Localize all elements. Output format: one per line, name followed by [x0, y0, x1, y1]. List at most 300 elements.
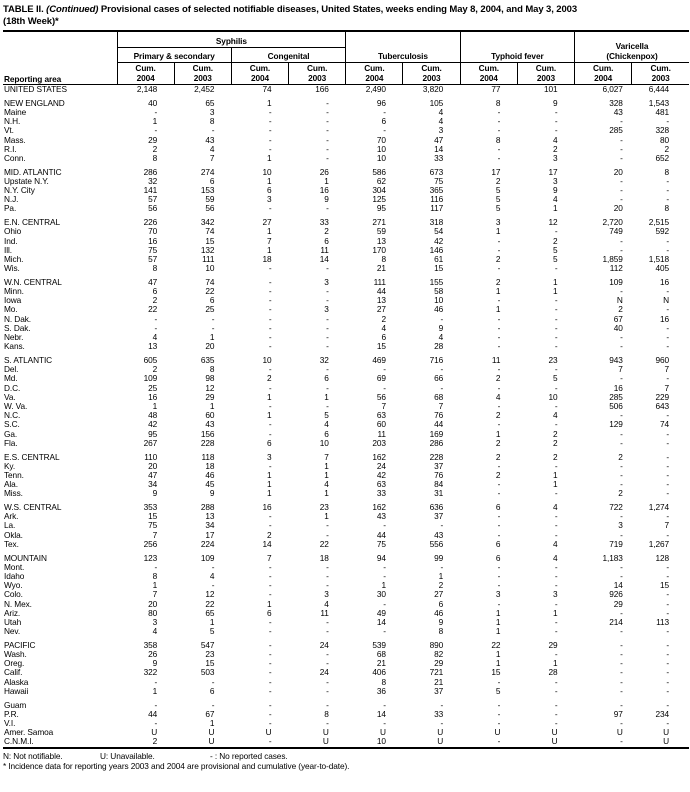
value-cell: 1 [267, 391, 272, 402]
value-cell: U [208, 736, 215, 747]
value-cell: - [666, 561, 669, 572]
value-cell: U [663, 736, 669, 747]
value-cell: 1 [553, 469, 558, 480]
value-cell: 5 [324, 410, 329, 421]
value-cell: 13 [376, 295, 386, 306]
value-cell: 1 [267, 488, 272, 499]
state-row [3, 186, 689, 195]
value-cell: 539 [372, 639, 386, 650]
value-cell: - [620, 185, 623, 196]
value-cell: 10 [262, 166, 272, 177]
value-cell: 3,820 [422, 84, 444, 94]
value-cell: 8 [209, 116, 215, 127]
value-cell: 4 [152, 332, 158, 343]
value-cell: 15 [491, 667, 501, 678]
value-cell: 15 [376, 341, 386, 352]
legend-no-cases: - : No reported cases. [210, 750, 288, 761]
value-cell: - [326, 152, 329, 163]
value-cell: 7 [209, 152, 215, 163]
reporting-area-cell: Ohio [4, 226, 22, 237]
table-body [3, 85, 689, 748]
value-cell: - [554, 598, 558, 609]
value-cell: 6 [152, 286, 158, 297]
value-cell: 3 [324, 589, 329, 600]
value-cell: - [554, 520, 558, 531]
value-cell: 11 [320, 244, 329, 255]
value-cell: - [666, 428, 669, 439]
value-cell: 2,720 [602, 217, 623, 228]
value-cell: - [620, 676, 623, 687]
value-cell: 117 [430, 203, 444, 214]
value-cell: 170 [372, 244, 386, 255]
value-cell: - [497, 364, 501, 375]
value-cell: - [326, 332, 329, 343]
value-cell: - [326, 97, 329, 108]
value-cell: - [497, 699, 501, 710]
value-cell: - [268, 580, 272, 591]
value-cell: 16 [659, 276, 669, 287]
value-cell: - [326, 116, 329, 127]
reporting-area-cell: W.N. CENTRAL [4, 276, 62, 287]
value-cell: 229 [655, 391, 669, 402]
reporting-area-cell: Tex. [4, 538, 19, 549]
value-cell: 34 [148, 479, 158, 490]
value-cell: - [666, 529, 669, 540]
value-cell: - [383, 598, 386, 609]
reporting-area-cell: Wash. [4, 649, 27, 660]
value-cell: - [268, 570, 272, 581]
value-cell: - [268, 143, 272, 154]
value-cell: - [268, 639, 272, 650]
value-cell: - [383, 125, 386, 136]
value-cell: 15 [148, 511, 158, 522]
value-cell: 11 [491, 354, 501, 365]
value-cell: 14 [376, 708, 386, 719]
value-cell: - [497, 116, 501, 127]
value-cell: - [554, 295, 558, 306]
value-cell: 95 [376, 203, 386, 214]
value-cell: 4 [553, 410, 558, 421]
reporting-area-cell: Nebr. [4, 332, 24, 343]
value-cell: - [620, 469, 623, 480]
value-cell: 256 [143, 538, 158, 549]
value-cell: - [620, 194, 623, 205]
value-cell: - [554, 529, 558, 540]
value-cell: 57 [148, 253, 158, 264]
value-cell: 37 [434, 685, 444, 696]
value-cell: 2 [152, 736, 158, 747]
value-cell: - [326, 382, 329, 393]
value-cell: 6 [381, 332, 386, 343]
reporting-area-cell: Calif. [4, 667, 23, 678]
primary-secondary-header: Primary & secondary [117, 48, 231, 63]
reporting-area-cell: Vt. [4, 125, 14, 136]
state-row [3, 678, 689, 687]
reporting-area-cell: Mont. [4, 561, 25, 572]
value-cell: 96 [376, 97, 386, 108]
value-cell: - [211, 313, 215, 324]
value-cell: - [383, 364, 386, 375]
value-cell: - [554, 419, 558, 430]
value-cell: - [268, 685, 272, 696]
value-cell: 4 [553, 194, 558, 205]
value-cell: - [620, 649, 623, 660]
value-cell: 1 [495, 286, 501, 297]
value-cell: - [497, 460, 501, 471]
value-cell: - [326, 286, 329, 297]
value-cell: - [326, 401, 329, 411]
value-cell: 2 [495, 373, 501, 384]
value-cell: 1 [324, 391, 329, 402]
syphilis-group-header: Syphilis [117, 31, 346, 48]
region-total-row [3, 503, 689, 512]
value-cell: - [268, 134, 272, 145]
reporting-area-cell: MOUNTAIN [4, 552, 47, 563]
reporting-area-cell: N.Y. City [4, 185, 35, 196]
value-cell: - [497, 718, 501, 728]
value-cell: 2,515 [648, 217, 669, 228]
reporting-area-cell: S. ATLANTIC [4, 354, 53, 365]
value-cell: - [497, 419, 501, 430]
value-cell: - [620, 736, 623, 747]
reporting-area-cell: Ariz. [4, 607, 21, 618]
value-cell: 118 [201, 451, 215, 462]
value-cell: 18 [205, 460, 215, 471]
state-row [3, 430, 689, 439]
value-cell: 2 [553, 451, 558, 462]
value-cell: 1 [495, 649, 501, 660]
value-cell: 1 [209, 401, 215, 411]
value-cell: 9 [438, 616, 444, 627]
value-cell: - [666, 488, 669, 499]
value-cell: 322 [143, 667, 158, 678]
reporting-area-cell: Tenn. [4, 469, 24, 480]
reporting-area-header: Reporting area [3, 31, 117, 85]
value-cell: 60 [376, 419, 386, 430]
reporting-area-cell: E.S. CENTRAL [4, 451, 60, 462]
reporting-area-cell: Ill. [4, 244, 12, 255]
value-cell: - [326, 580, 329, 591]
value-cell: - [620, 460, 623, 471]
value-cell: - [154, 106, 158, 117]
value-cell: U [322, 736, 329, 747]
value-cell: - [326, 649, 329, 660]
value-cell: 224 [200, 538, 215, 549]
value-cell: - [326, 295, 329, 306]
value-cell: 75 [376, 538, 386, 549]
value-cell: 1 [267, 598, 272, 609]
value-cell: - [666, 667, 669, 678]
state-row [3, 117, 689, 126]
value-cell: 14 [376, 616, 386, 627]
state-row [3, 471, 689, 480]
value-cell: 6 [495, 502, 501, 513]
value-cell: 4 [152, 626, 158, 637]
value-cell: 6 [324, 373, 329, 384]
reporting-area-cell: Maine [4, 106, 27, 117]
value-cell: - [620, 658, 623, 669]
value-cell: - [497, 529, 501, 540]
reporting-area-cell: P.R. [4, 708, 19, 719]
value-cell: 153 [200, 185, 215, 196]
value-cell: - [383, 570, 386, 581]
value-cell: - [554, 304, 558, 315]
value-cell: - [554, 322, 558, 333]
value-cell: 5 [495, 685, 501, 696]
value-cell: - [326, 134, 329, 145]
value-cell: - [554, 708, 558, 719]
value-cell: - [554, 676, 558, 687]
value-cell: 1 [324, 488, 329, 499]
value-cell: - [268, 667, 272, 678]
value-cell: 28 [434, 341, 444, 352]
value-cell: - [554, 364, 558, 375]
value-cell: 8 [324, 708, 329, 719]
value-cell: 11 [320, 607, 329, 618]
value-cell: - [666, 469, 669, 480]
value-cell: 285 [609, 391, 623, 402]
value-cell: - [666, 626, 669, 637]
reporting-area-cell: Alaska [4, 676, 29, 687]
value-cell: U [437, 727, 444, 738]
value-cell: 7 [664, 520, 669, 531]
value-cell: 9 [553, 97, 558, 108]
state-row [3, 333, 689, 342]
reporting-area-cell: Amer. Samoa [4, 727, 54, 738]
value-cell: 3 [267, 194, 272, 205]
value-cell: - [620, 570, 623, 581]
value-cell: 4 [324, 419, 329, 430]
value-cell: 719 [609, 538, 623, 549]
value-cell: - [440, 699, 444, 710]
territory-row [3, 701, 689, 710]
value-cell: 14 [613, 580, 623, 591]
value-cell: - [268, 313, 272, 324]
value-cell: - [268, 263, 272, 274]
legend-not-notifiable: N: Not notifiable. [3, 750, 63, 761]
value-cell: 5 [495, 203, 501, 214]
reporting-area-cell: MID. ATLANTIC [4, 166, 62, 177]
value-cell: 21 [376, 263, 386, 274]
reporting-area-cell: Md. [4, 373, 18, 384]
value-cell: - [326, 676, 329, 687]
value-cell: 7 [438, 401, 444, 411]
value-cell: - [326, 106, 329, 117]
value-cell: - [666, 589, 669, 600]
reporting-area-cell: Kans. [4, 341, 25, 352]
value-cell: - [497, 479, 501, 490]
value-cell: 5 [553, 373, 558, 384]
value-cell: 605 [143, 354, 158, 365]
value-cell: 37 [434, 511, 444, 522]
value-cell: 1 [267, 152, 272, 163]
value-cell: - [497, 561, 501, 572]
value-cell: 44 [148, 708, 158, 719]
value-cell: 16 [659, 313, 669, 324]
value-cell: 74 [262, 84, 272, 94]
value-cell: - [440, 364, 444, 375]
value-cell: 62 [376, 175, 386, 186]
value-cell: U [494, 727, 501, 738]
value-cell: 2,148 [136, 84, 158, 94]
value-cell: 77 [491, 84, 501, 94]
value-cell: - [268, 658, 272, 669]
value-cell: - [326, 616, 329, 627]
value-cell: - [666, 286, 669, 297]
value-cell: 7 [324, 451, 329, 462]
value-cell: 635 [200, 354, 215, 365]
value-cell: 18 [319, 552, 329, 563]
value-cell: 1 [152, 580, 158, 591]
value-cell: - [666, 175, 669, 186]
value-cell: 17 [205, 529, 215, 540]
state-row [3, 126, 689, 135]
value-cell: - [440, 382, 444, 393]
value-cell: 469 [372, 354, 386, 365]
value-cell: - [666, 116, 669, 127]
value-cell: 22 [205, 598, 215, 609]
value-cell: - [383, 699, 386, 710]
varicella-line1: Varicella [615, 41, 649, 51]
reporting-area-cell: Ark. [4, 511, 19, 522]
state-row [3, 384, 689, 393]
value-cell: - [554, 226, 558, 237]
value-cell: 31 [434, 488, 444, 499]
value-cell: - [666, 649, 669, 660]
value-cell: - [620, 410, 623, 421]
value-cell: - [620, 116, 623, 127]
value-cell: 15 [434, 263, 444, 274]
value-cell: 1 [152, 401, 158, 411]
value-cell: 65 [205, 607, 215, 618]
value-cell: - [666, 658, 669, 669]
value-cell: - [326, 125, 329, 136]
value-cell: 16 [148, 391, 158, 402]
value-cell: 29 [613, 598, 623, 609]
state-row [3, 287, 689, 296]
value-cell: 1 [495, 226, 501, 237]
value-cell: 22 [491, 639, 501, 650]
value-cell: 1 [267, 226, 272, 237]
value-cell: 2 [152, 143, 158, 154]
value-cell: 2 [495, 437, 501, 448]
value-cell: 673 [429, 166, 444, 177]
title-continued: (Continued) [46, 4, 99, 15]
value-cell: 66 [434, 373, 444, 384]
state-row [3, 108, 689, 117]
value-cell: 234 [655, 708, 669, 719]
state-row [3, 402, 689, 411]
value-cell: - [326, 143, 329, 154]
value-cell: - [211, 322, 215, 333]
reporting-area-cell: W. Va. [4, 401, 28, 411]
value-cell: - [268, 332, 272, 343]
value-cell: 74 [659, 419, 669, 430]
value-cell: 8 [209, 364, 215, 375]
value-cell: 1 [324, 469, 329, 480]
value-cell: 8 [152, 263, 158, 274]
value-cell: - [154, 718, 158, 728]
value-cell: 43 [434, 529, 444, 540]
value-cell: - [554, 626, 558, 637]
value-cell: 14 [262, 538, 272, 549]
value-cell: 28 [548, 667, 558, 678]
state-row [3, 365, 689, 374]
value-cell: - [620, 639, 623, 650]
state-row [3, 540, 689, 549]
value-cell: 110 [144, 451, 158, 462]
value-cell: 5 [209, 626, 215, 637]
value-cell: - [268, 116, 272, 127]
value-cell: 3 [152, 616, 158, 627]
state-row [3, 246, 689, 255]
value-cell: 8 [438, 626, 444, 637]
value-cell: 7 [152, 589, 158, 600]
state-row [3, 315, 689, 324]
value-cell: 3 [553, 152, 558, 163]
value-cell: 2 [495, 451, 501, 462]
congenital-header: Congenital [231, 48, 345, 63]
value-cell: 21 [434, 676, 444, 687]
value-cell: 2 [618, 488, 623, 499]
value-cell: 749 [609, 226, 623, 237]
state-row [3, 255, 689, 264]
reporting-area-cell: Wis. [4, 263, 20, 274]
value-cell: 15 [205, 658, 215, 669]
value-cell: - [666, 699, 669, 710]
varicella-group-header [575, 31, 689, 63]
value-cell: 166 [315, 84, 329, 94]
value-cell: 23 [548, 354, 558, 365]
value-cell: 4 [553, 502, 558, 513]
legend-unavailable: U: Unavailable. [100, 750, 155, 761]
value-cell: 5 [553, 253, 558, 264]
value-cell: - [326, 520, 329, 531]
value-cell: 4 [324, 598, 329, 609]
value-cell: - [620, 685, 623, 696]
value-cell: U [208, 727, 215, 738]
value-cell: - [666, 598, 669, 609]
value-cell: 12 [548, 217, 558, 228]
reporting-area-cell: N.H. [4, 116, 21, 127]
value-cell: 42 [148, 419, 158, 430]
value-cell: 25 [205, 304, 215, 315]
value-cell: 112 [609, 263, 623, 274]
value-cell: 69 [376, 373, 386, 384]
value-cell: 6,027 [602, 84, 623, 94]
value-cell: 6 [209, 685, 215, 696]
value-cell: 34 [205, 520, 215, 531]
value-cell: 267 [143, 437, 158, 448]
cum-year-header: Cum. 2003 [403, 63, 460, 85]
value-cell: 2 [495, 469, 501, 480]
value-cell: U [616, 727, 623, 738]
value-cell: 9 [209, 488, 215, 499]
value-cell: 16 [148, 235, 158, 246]
value-cell: 2 [267, 373, 272, 384]
value-cell: 24 [376, 460, 386, 471]
value-cell: 129 [609, 419, 623, 430]
state-row [3, 145, 689, 154]
value-cell: 1 [267, 410, 272, 421]
reporting-area-cell: Pa. [4, 203, 17, 214]
value-cell: 14 [434, 143, 444, 154]
value-cell: 113 [656, 616, 669, 627]
value-cell: 10 [548, 391, 558, 402]
value-cell: 46 [205, 469, 215, 480]
value-cell: - [497, 598, 501, 609]
value-cell: - [620, 143, 623, 154]
